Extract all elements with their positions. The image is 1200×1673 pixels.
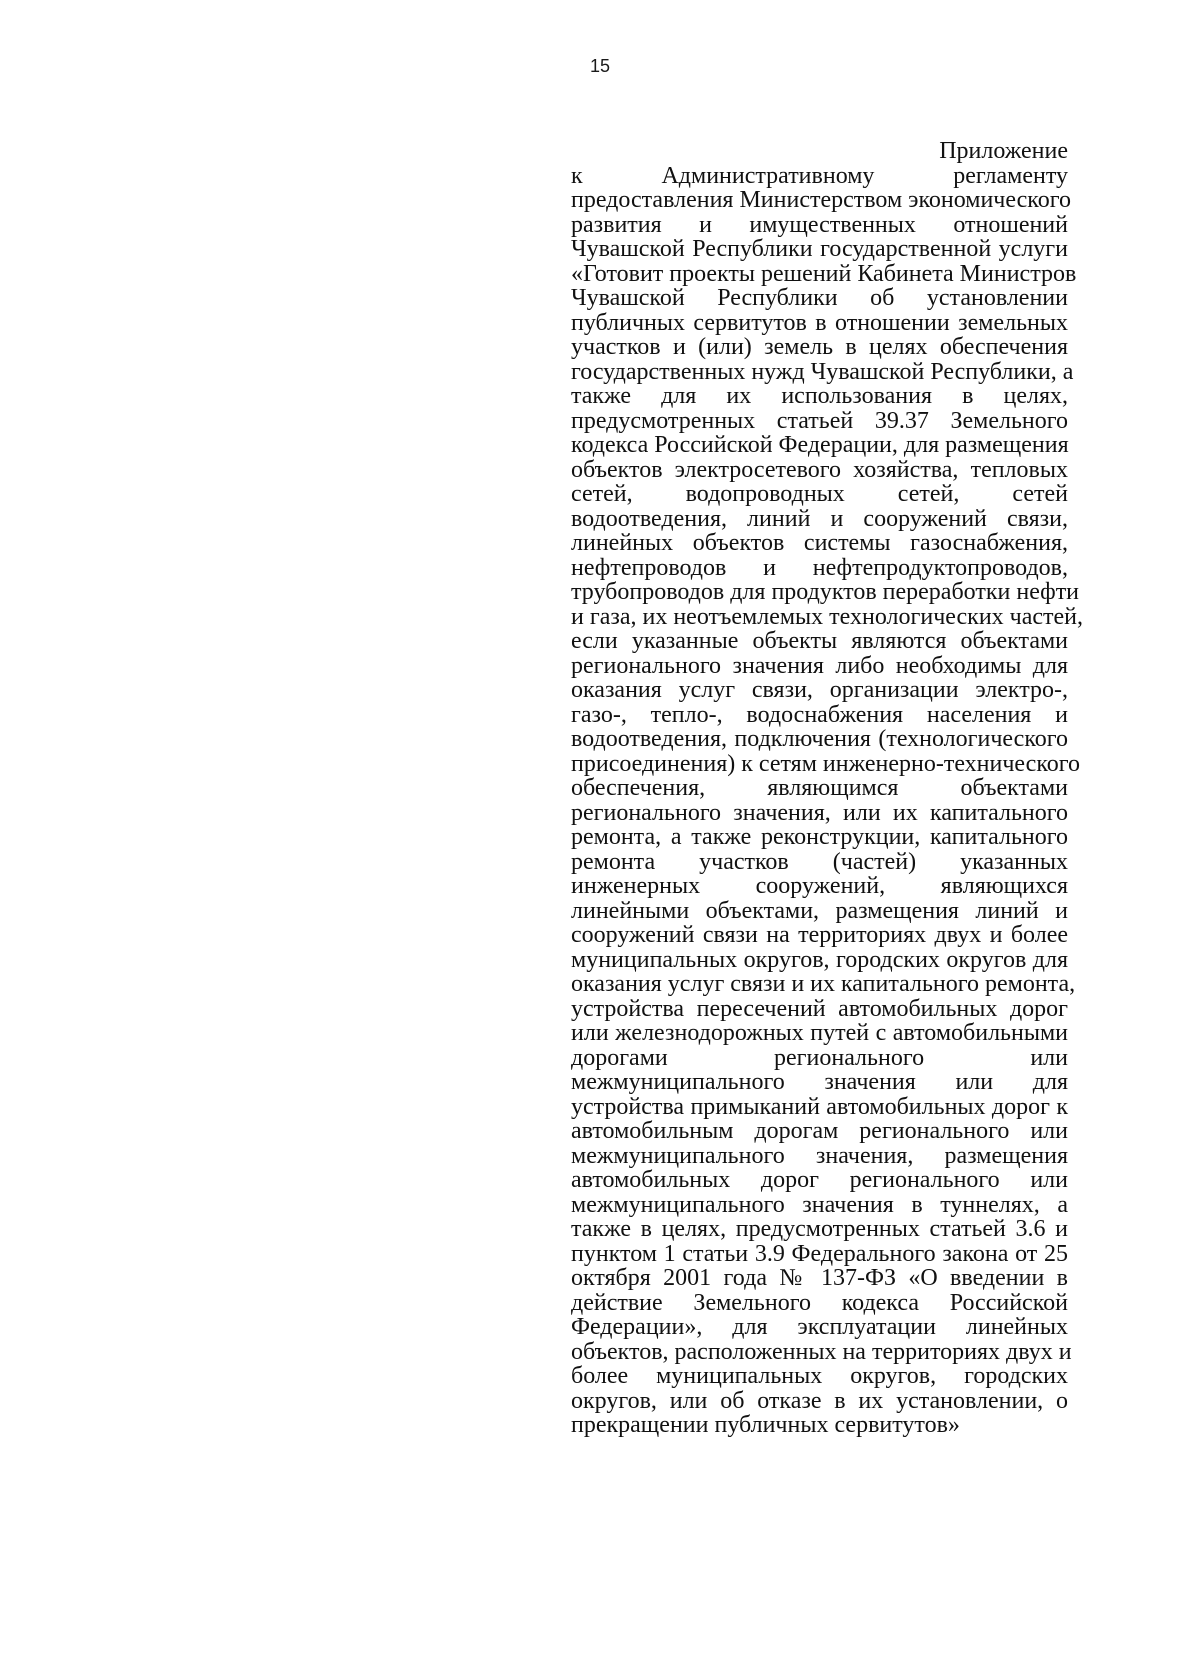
annex-text-line: пунктом 1 статьи 3.9 Федерального закона от 25	[571, 1240, 1068, 1267]
annex-text-line: межмуниципального значения или для	[571, 1069, 1068, 1095]
annex-text-line: Федерации», для эксплуатации линейных	[571, 1314, 1068, 1340]
annex-text-line: или железнодорожных путей с автомобильными	[571, 1020, 1068, 1046]
annex-title: Приложение	[939, 138, 1068, 164]
annex-text-line: прекращении публичных сервитутов»	[571, 1412, 960, 1438]
annex-text-line: предоставления Министерством экономического	[571, 187, 1071, 213]
annex-text-line: к Административному регламенту	[571, 162, 1068, 189]
annex-text-line: обеспечения, являющимся объектами	[571, 775, 1068, 801]
annex-text-line: регионального значения, или их капитального	[571, 799, 1068, 826]
annex-text-line: нефтепроводов и нефтепродуктопроводов,	[571, 554, 1068, 581]
annex-text-line: кодекса Российской Федерации, для размещения	[571, 432, 1069, 458]
annex-text-line: устройства примыканий автомобильных дорог к	[571, 1093, 1068, 1120]
annex-text-line: межмуниципального значения, размещения	[571, 1142, 1068, 1169]
annex-text-line: регионального значения либо необходимы для	[571, 652, 1068, 679]
annex-text-line: линейных объектов системы газоснабжения,	[571, 530, 1068, 556]
annex-text-line: если указанные объекты являются объектами	[571, 628, 1068, 654]
annex-text-line: также в целях, предусмотренных статьей 3.6 и	[571, 1216, 1068, 1242]
annex-text-line: развития и имущественных отношений	[571, 211, 1068, 238]
annex-text-line: сооружений связи на территориях двух и более	[571, 922, 1068, 948]
annex-text-line: инженерных сооружений, являющихся	[571, 873, 1068, 899]
annex-text-line: участков и (или) земель в целях обеспечения	[571, 334, 1068, 360]
annex-text-line: оказания услуг связи, организации электро-,	[571, 677, 1068, 703]
annex-text-line: присоединения) к сетям инженерно-технического	[571, 750, 1081, 777]
annex-text-line: действие Земельного кодекса Российской	[571, 1289, 1068, 1316]
annex-text-line: также для их использования в целях,	[571, 383, 1068, 409]
annex-text-line: Чувашской Республики об установлении	[571, 285, 1068, 311]
annex-block	[571, 138, 1084, 1438]
annex-text-line: дорогами регионального или	[571, 1044, 1068, 1071]
annex-text-line: публичных сервитутов в отношении земельных	[571, 309, 1068, 336]
annex-text-line: октября 2001 года № 137-ФЗ «О введении в	[571, 1265, 1068, 1291]
annex-text-line: объектов, расположенных на территориях двух и	[571, 1338, 1072, 1365]
annex-text-line: устройства пересечений автомобильных дорог	[571, 995, 1068, 1022]
annex-text-line: водоотведения, подключения (технологического	[571, 726, 1068, 752]
annex-text-line: автомобильным дорогам регионального или	[571, 1118, 1068, 1144]
annex-text-line: автомобильных дорог регионального или	[571, 1167, 1068, 1193]
annex-text-line: муниципальных округов, городских округов для	[571, 946, 1068, 973]
annex-text-line: оказания услуг связи и их капитального ремонта,	[571, 971, 1076, 997]
annex-text-line: газо-, тепло-, водоснабжения населения и	[571, 701, 1068, 728]
page-number: 15	[589, 56, 611, 76]
annex-text-line: Чувашской Республики государственной услуги	[571, 236, 1068, 262]
annex-text-line: ремонта участков (частей) указанных	[571, 848, 1068, 875]
annex-text-line: более муниципальных округов, городских	[571, 1363, 1068, 1389]
annex-text-line: и газа, их неотъемлемых технологических частей,	[571, 603, 1084, 630]
annex-text-line: округов, или об отказе в их установлении, о	[571, 1387, 1068, 1414]
annex-text-line: предусмотренных статьей 39.37 Земельного	[571, 407, 1068, 434]
annex-text-line: «Готовит проекты решений Кабинета Министров	[571, 260, 1077, 287]
annex-text-line: линейными объектами, размещения линий и	[571, 897, 1068, 924]
annex-text-line: сетей, водопроводных сетей, сетей	[571, 481, 1068, 507]
annex-text-line: государственных нужд Чувашской Республики, а	[571, 358, 1074, 385]
annex-text-line: объектов электросетевого хозяйства, тепловых	[571, 456, 1068, 483]
annex-text-line: межмуниципального значения в туннелях, а	[571, 1191, 1068, 1218]
annex-text-line: ремонта, а также реконструкции, капитального	[571, 824, 1068, 850]
annex-text-line: водоотведения, линий и сооружений связи,	[571, 505, 1068, 532]
annex-text-line: трубопроводов для продуктов переработки нефти	[571, 579, 1080, 605]
